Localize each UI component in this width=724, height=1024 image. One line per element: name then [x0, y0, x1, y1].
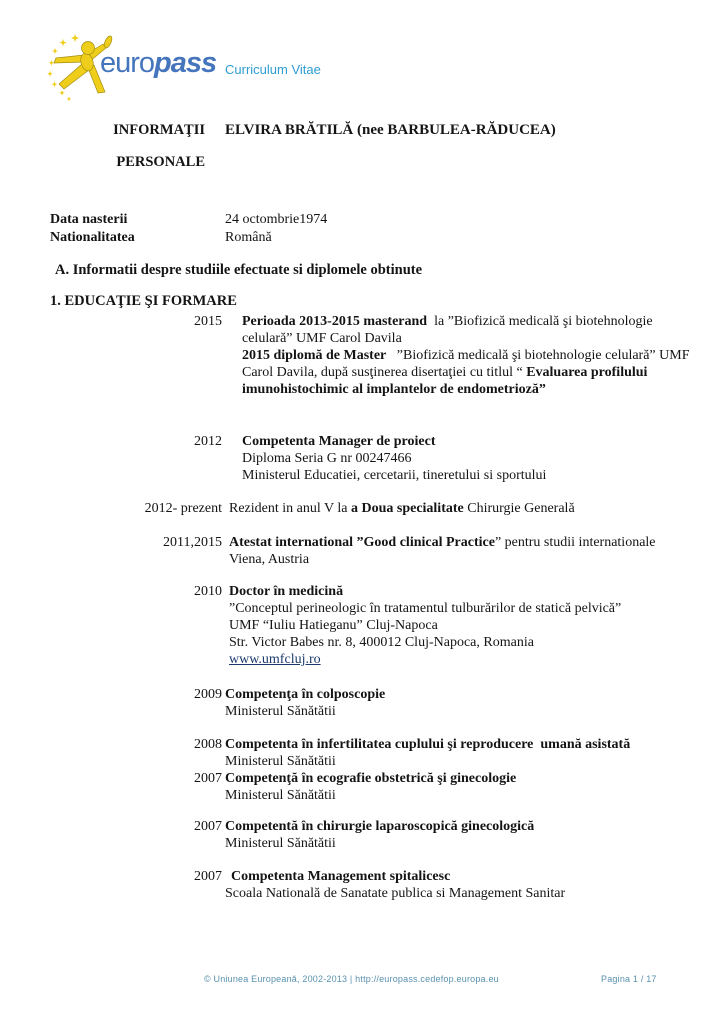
entry-text-bold: Competenţa în colposcopie: [225, 687, 386, 702]
entry-line: [225, 736, 684, 753]
education-entry: [50, 433, 684, 484]
entry-text: ” pentru studii internationale: [494, 535, 656, 550]
field-label: Data nasterii: [50, 212, 128, 227]
entry-text-bold: Atestat international ”Good clinical Practice: [229, 535, 495, 550]
personal-section-label: [50, 122, 205, 171]
entry-text: Str. Victor Babes nr. 8, 400012 Cluj-Napoca, Romania: [229, 635, 534, 650]
personal-label-line2: PERSONALE: [116, 154, 205, 170]
entry-text-bold: a Doua specialitate: [350, 501, 464, 516]
footer-page-number: Pagina 1 / 17: [601, 974, 657, 984]
entry-line: [229, 583, 684, 600]
entry-line: [225, 868, 684, 885]
entry-line: [242, 330, 690, 347]
entry-content: [242, 313, 690, 398]
entry-year: 2007: [194, 819, 222, 834]
entry-content: [225, 770, 684, 804]
education-entry: [50, 534, 684, 568]
education-entry: [50, 868, 684, 902]
doc-type-label: Curriculum Vitae: [225, 62, 321, 77]
entry-content: [225, 818, 684, 852]
entry-text: UMF “Iuliu Hatieganu” Cluj-Napoca: [229, 618, 438, 633]
entry-text-bold: imunohistochimic al implantelor de endometrioză”: [242, 382, 546, 397]
header: [0, 0, 724, 122]
entry-content: [225, 868, 684, 902]
entry-line: [225, 787, 684, 804]
entry-line: [242, 347, 690, 364]
entry-line: [242, 381, 690, 398]
field-value: Română: [225, 230, 272, 245]
umfcluj-link[interactable]: www.umfcluj.ro: [229, 652, 321, 667]
education-entry: [50, 818, 684, 852]
education-entry: [50, 770, 684, 804]
section-1-heading: 1. EDUCAŢIE ŞI FORMARE: [50, 293, 237, 309]
entry-text: celulară” UMF Carol Davila: [242, 331, 402, 346]
education-entry: [50, 736, 684, 770]
entry-text-bold: Evaluarea profilului: [526, 365, 648, 380]
entry-text-bold: Competenţă în ecografie obstetrică şi ginecologie: [225, 771, 517, 786]
entry-text-bold: Perioada 2013-2015 masterand: [242, 314, 428, 329]
field-label: Nationalitatea: [50, 230, 135, 245]
field-value: 24 octombrie1974: [225, 212, 328, 227]
education-entry: [50, 686, 684, 720]
entry-text-bold: Doctor în medicină: [229, 584, 344, 599]
entry-text: Viena, Austria: [229, 552, 310, 567]
entry-content: [225, 686, 684, 720]
entry-line: [242, 364, 690, 381]
personal-label-line1: INFORMAŢII: [113, 122, 205, 138]
europass-wordmark: [100, 48, 216, 78]
entry-text-bold: 2015 diplomă de Master: [242, 348, 387, 363]
entry-line: [225, 835, 684, 852]
entry-text: Diploma Seria G nr 00247466: [242, 451, 412, 466]
entry-line: [225, 885, 684, 902]
entry-line: [229, 600, 684, 617]
entry-year: 2008: [194, 737, 222, 752]
education-entry: [50, 583, 684, 668]
entry-text: Chirurgie Generală: [463, 501, 575, 516]
entry-line: [229, 534, 684, 551]
education-entry: [50, 500, 684, 517]
entry-text: Ministerul Sănătătii: [225, 836, 336, 851]
entry-text: Carol Davila, după susţinerea disertaţiei cu titlul “: [242, 365, 527, 380]
entry-line: [229, 651, 684, 668]
person-name: ELVIRA BRĂTILĂ (nee BARBULEA-RĂDUCEA): [225, 122, 556, 138]
entry-line: [242, 313, 690, 330]
entry-line: [225, 770, 684, 787]
entry-text: Ministerul Sănătătii: [225, 754, 336, 769]
entry-content: [242, 433, 684, 484]
entry-text-bold: Competentă în chirurgie laparoscopică ginecologică: [225, 819, 535, 834]
entry-year: 2007: [194, 869, 222, 884]
entry-text: Scoala Natională de Sanatate publica si Management Sanitar: [225, 886, 566, 901]
personal-info-header: [50, 122, 684, 171]
entry-line: [242, 433, 684, 450]
field-row-birthdate: [50, 211, 684, 229]
entry-line: [229, 634, 684, 651]
entry-year: 2011,2015: [163, 535, 222, 550]
entry-text: Ministerul Sănătătii: [225, 704, 336, 719]
field-row-nationality: [50, 229, 684, 247]
personal-fields: [50, 211, 684, 247]
entry-text-bold: Competenta Management spitalicesc: [231, 869, 451, 884]
entry-line: [242, 467, 684, 484]
entry-year: 2009: [194, 687, 222, 702]
entry-line: [225, 818, 684, 835]
entry-line: [225, 753, 684, 770]
entry-text: ”Biofizică medicală şi biotehnologie celulară” UMF: [386, 348, 690, 363]
entry-line: [225, 686, 684, 703]
section-a-heading: A. Informatii despre studiile efectuate si diplomele obtinute: [55, 262, 423, 278]
entry-content: [229, 500, 684, 517]
entry-year: 2012: [194, 434, 222, 449]
entry-text-bold: Competenta în infertilitatea cuplului şi reproducere umană asistată: [225, 737, 631, 752]
entry-year: 2012- prezent: [144, 501, 222, 516]
entry-content: [225, 736, 684, 770]
entry-text: Rezident in anul V la: [229, 501, 351, 516]
footer-copyright: © Uniunea Europeană, 2002-2013 | http://europass.cedefop.europa.eu: [204, 974, 499, 984]
wordmark-euro: euro: [100, 47, 155, 79]
entry-text: la ”Biofizică medicală şi biotehnologie: [427, 314, 653, 329]
entry-year: 2010: [194, 584, 222, 599]
entry-line: [242, 450, 684, 467]
entry-text: Ministerul Educatiei, cercetarii, tineretului si sportului: [242, 468, 547, 483]
entry-year: 2007: [194, 771, 222, 786]
entry-text: Ministerul Sănătătii: [225, 788, 336, 803]
entry-text-bold: Competenta Manager de proiect: [242, 434, 436, 449]
education-entries: [50, 313, 690, 902]
entry-text: ”Conceptul perineologic în tratamentul tulburărilor de statică pelvică”: [229, 601, 622, 616]
entry-content: [229, 583, 684, 668]
entry-line: [229, 617, 684, 634]
wordmark-pass: pass: [154, 47, 217, 79]
education-entry: [50, 313, 690, 398]
entry-line: [225, 703, 684, 720]
entry-year: 2015: [194, 314, 222, 329]
entry-line: [229, 500, 684, 517]
document-body: [0, 122, 724, 902]
entry-content: [229, 534, 684, 568]
entry-line: [229, 551, 684, 568]
